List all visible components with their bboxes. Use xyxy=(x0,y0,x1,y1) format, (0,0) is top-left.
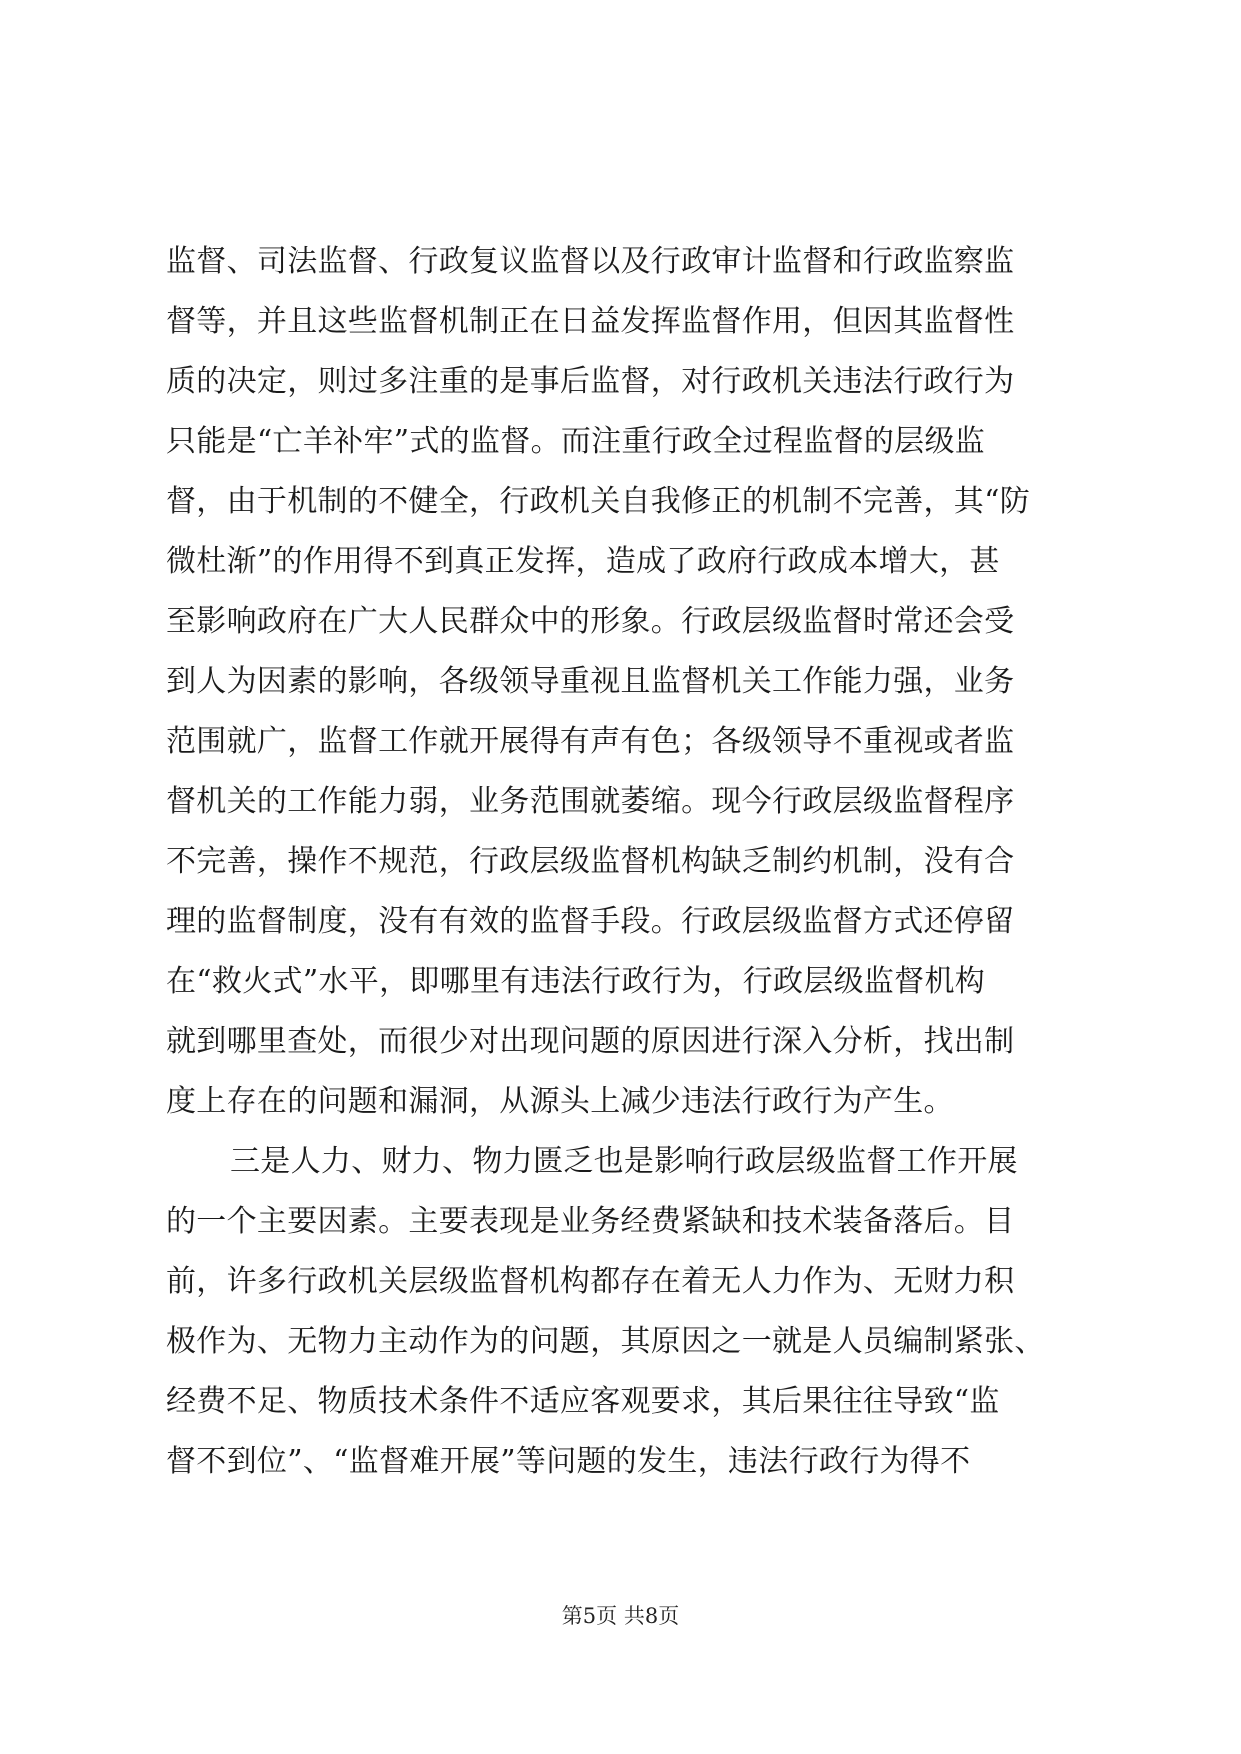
text-line: 经费不足、物质技术条件不适应客观要求，其后果往往导致“监 xyxy=(166,1384,1000,1419)
page-number-footer: 第5页 共8页 xyxy=(561,1604,680,1628)
text-line: 的一个主要因素。主要表现是业务经费紧缺和技术装备落后。目 xyxy=(166,1204,1015,1239)
text-line: 督机关的工作能力弱，业务范围就萎缩。现今行政层级监督程序 xyxy=(166,784,1015,819)
text-line: 范围就广，监督工作就开展得有声有色；各级领导不重视或者监 xyxy=(166,724,1015,759)
text-line: 质的决定，则过多注重的是事后监督，对行政机关违法行政行为 xyxy=(166,364,1015,399)
text-line: 理的监督制度，没有有效的监督手段。行政层级监督方式还停留 xyxy=(166,904,1015,939)
text-line: 度上存在的问题和漏洞，从源头上减少违法行政行为产生。 xyxy=(166,1084,954,1119)
text-line: 督，由于机制的不健全，行政机关自我修正的机制不完善，其“防 xyxy=(166,484,1031,519)
text-line: 至影响政府在广大人民群众中的形象。行政层级监督时常还会受 xyxy=(166,604,1015,639)
text-line: 微杜渐”的作用得不到真正发挥，造成了政府行政成本增大，甚 xyxy=(166,544,1000,579)
text-line: 到人为因素的影响，各级领导重视且监督机关工作能力强，业务 xyxy=(166,664,1015,699)
text-line: 不完善，操作不规范，行政层级监督机构缺乏制约机制，没有合 xyxy=(166,844,1015,879)
text-line: 只能是“亡羊补牢”式的监督。而注重行政全过程监督的层级监 xyxy=(166,424,986,459)
text-line: 督不到位”、“监督难开展”等问题的发生，违法行政行为得不 xyxy=(166,1444,971,1479)
text-line: 在“救火式”水平，即哪里有违法行政行为，行政层级监督机构 xyxy=(166,964,986,999)
text-line: 督等，并且这些监督机制正在日益发挥监督作用，但因其监督性 xyxy=(166,304,1015,339)
text-line: 监督、司法监督、行政复议监督以及行政审计监督和行政监察监 xyxy=(166,244,1015,279)
text-line: 前，许多行政机关层级监督机构都存在着无人力作为、无财力积 xyxy=(166,1264,1015,1299)
text-line: 就到哪里查处，而很少对出现问题的原因进行深入分析，找出制 xyxy=(166,1024,1015,1059)
text-line: 极作为、无物力主动作为的问题，其原因之一就是人员编制紧张、 xyxy=(166,1324,1045,1359)
paragraph-first-line: 三是人力、财力、物力匮乏也是影响行政层级监督工作开展 xyxy=(230,1144,1018,1179)
